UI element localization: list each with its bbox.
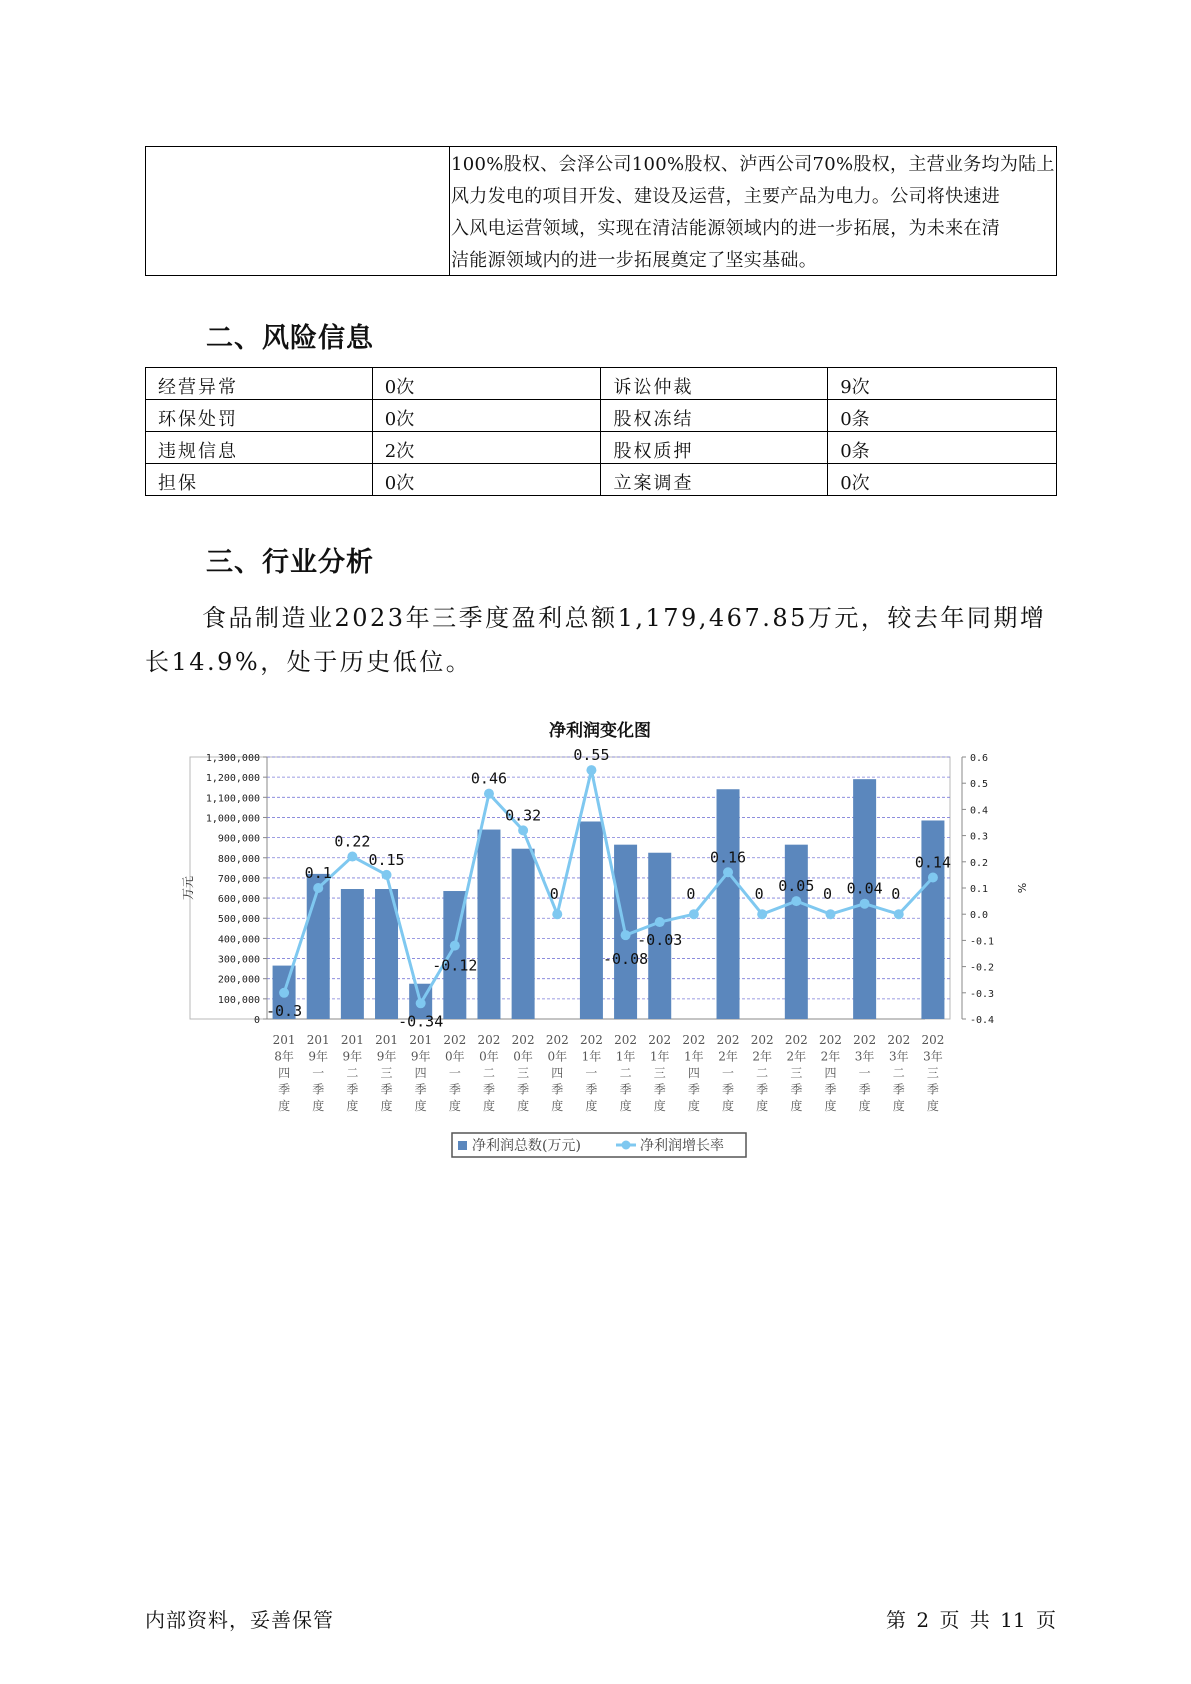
growth-point bbox=[450, 941, 460, 951]
bar bbox=[921, 820, 944, 1019]
growth-point bbox=[586, 765, 596, 775]
data-label: 0.32 bbox=[505, 806, 542, 825]
y-tick-label: 1,100,000 bbox=[205, 793, 260, 805]
y-tick-label: 400,000 bbox=[217, 934, 260, 946]
x-tick-label: 202 0年四季度 bbox=[545, 1033, 569, 1113]
risk-value: 0条 bbox=[828, 432, 1057, 464]
business-text-line: 洁能源领域内的进一步拓展奠定了坚实基础。 bbox=[451, 250, 817, 271]
bar bbox=[717, 789, 740, 1019]
risk-value: 0次 bbox=[372, 464, 601, 496]
footer-page-number: 第 2 页 共 11 页 bbox=[886, 1608, 1056, 1632]
legend-bar-label: 净利润总数(万元) bbox=[472, 1138, 581, 1154]
risk-label: 诉讼仲裁 bbox=[601, 368, 828, 400]
risk-label: 立案调查 bbox=[601, 464, 828, 496]
y-tick-label: 1,000,000 bbox=[205, 813, 260, 825]
bar bbox=[512, 849, 535, 1019]
legend-bar-swatch bbox=[458, 1141, 467, 1150]
data-label: 0.04 bbox=[846, 879, 883, 898]
data-label: 0.15 bbox=[368, 850, 405, 869]
growth-point bbox=[825, 909, 835, 919]
data-label: 0.1 bbox=[304, 864, 332, 882]
x-tick-label: 202 0年二季度 bbox=[477, 1033, 501, 1113]
business-text-line: 风力发电的项目开发、建设及运营，主要产品为电力。公司将快速进 bbox=[451, 186, 1000, 207]
y-tick-label: 300,000 bbox=[217, 954, 260, 966]
growth-point bbox=[860, 899, 870, 909]
business-text-line: 100%股权、会泽公司100%股权、泸西公司70%股权，主营业务均为陆上 bbox=[451, 154, 1055, 175]
growth-point bbox=[347, 852, 357, 862]
y-right-tick-label: 0.4 bbox=[970, 805, 989, 817]
y-tick-label: 100,000 bbox=[217, 994, 260, 1006]
x-tick-label: 202 2年二季度 bbox=[750, 1033, 774, 1113]
data-label: 0.46 bbox=[470, 769, 508, 788]
y-right-tick-label: 0.6 bbox=[970, 753, 989, 764]
bar bbox=[477, 830, 500, 1019]
x-tick-label: 201 8年四季度 bbox=[272, 1033, 296, 1113]
y-tick-label: 800,000 bbox=[217, 853, 260, 865]
x-tick-label: 202 2年三季度 bbox=[784, 1033, 808, 1113]
y-right-tick-label: -0.3 bbox=[970, 988, 995, 1000]
y-tick-label: 1,300,000 bbox=[205, 753, 260, 764]
data-label: 0.55 bbox=[573, 746, 610, 765]
bar bbox=[785, 845, 808, 1019]
growth-point bbox=[791, 896, 801, 906]
risk-value: 2次 bbox=[372, 432, 601, 464]
growth-point bbox=[894, 909, 904, 919]
y-tick-label: 500,000 bbox=[217, 914, 260, 926]
growth-point bbox=[313, 883, 323, 893]
bar bbox=[341, 889, 364, 1019]
y-tick-label: 200,000 bbox=[217, 974, 260, 986]
chart-title: 净利润变化图 bbox=[549, 721, 651, 741]
risk-heading: 二、风险信息 bbox=[206, 323, 374, 354]
legend-line-label: 净利润增长率 bbox=[640, 1138, 724, 1154]
risk-label: 经营异常 bbox=[146, 368, 373, 400]
risk-label: 股权质押 bbox=[601, 432, 828, 464]
x-tick-label: 201 9年一季度 bbox=[306, 1033, 330, 1113]
y-right-tick-label: -0.2 bbox=[970, 962, 995, 974]
data-label: 0.14 bbox=[914, 853, 951, 872]
x-tick-label: 201 9年二季度 bbox=[340, 1033, 364, 1113]
x-tick-label: 201 9年四季度 bbox=[409, 1033, 433, 1113]
y-tick-label: 600,000 bbox=[217, 894, 260, 906]
y-tick-label: 700,000 bbox=[217, 873, 260, 885]
data-label: -0.3 bbox=[266, 1001, 303, 1020]
y-axis-label: 万元 bbox=[181, 875, 195, 901]
x-tick-label: 202 2年一季度 bbox=[716, 1033, 740, 1113]
x-tick-label: 201 9年三季度 bbox=[375, 1033, 398, 1113]
x-tick-label: 202 0年三季度 bbox=[511, 1033, 535, 1113]
data-label: 0 bbox=[891, 885, 901, 904]
x-tick-label: 202 3年三季度 bbox=[921, 1033, 945, 1113]
growth-point bbox=[655, 917, 665, 927]
growth-point bbox=[279, 988, 289, 998]
footer-confidential: 内部资料，妥善保管 bbox=[145, 1608, 334, 1632]
y-right-tick-label: 0.5 bbox=[970, 779, 989, 791]
paragraph-line: 长14.9%，处于历史低位。 bbox=[145, 648, 473, 676]
x-tick-label: 202 1年一季度 bbox=[579, 1033, 603, 1113]
data-label: 0 bbox=[549, 885, 559, 904]
x-tick-label: 202 3年二季度 bbox=[887, 1033, 911, 1113]
risk-value: 9次 bbox=[828, 368, 1057, 400]
growth-point bbox=[757, 909, 767, 919]
y-right-axis-label: % bbox=[1015, 882, 1028, 894]
bar bbox=[580, 821, 603, 1019]
growth-point bbox=[518, 825, 528, 835]
y-right-tick-label: 0.0 bbox=[970, 910, 989, 922]
data-label: -0.03 bbox=[637, 931, 683, 950]
x-tick-label: 202 0年一季度 bbox=[443, 1033, 467, 1113]
x-tick-label: 202 1年二季度 bbox=[614, 1033, 638, 1113]
data-label: 0.22 bbox=[334, 832, 371, 851]
risk-value: 0次 bbox=[828, 464, 1057, 496]
data-label: 0.05 bbox=[778, 877, 815, 896]
y-right-tick-label: 0.1 bbox=[970, 884, 989, 895]
y-tick-label: 900,000 bbox=[217, 833, 260, 845]
industry-heading: 三、行业分析 bbox=[206, 547, 374, 578]
data-label: -0.34 bbox=[398, 1012, 444, 1031]
growth-point bbox=[621, 930, 631, 940]
risk-value: 0次 bbox=[372, 368, 601, 400]
growth-point bbox=[928, 873, 938, 883]
data-label: 0 bbox=[754, 885, 764, 904]
data-label: 0.16 bbox=[709, 848, 747, 867]
y-right-tick-label: 0.3 bbox=[970, 831, 989, 843]
legend-line-marker bbox=[622, 1141, 631, 1150]
data-label: 0 bbox=[822, 885, 832, 904]
risk-label: 股权冻结 bbox=[601, 400, 828, 432]
data-label: -0.08 bbox=[602, 950, 649, 969]
x-tick-label: 202 1年三季度 bbox=[648, 1033, 672, 1113]
y-tick-label: 1,200,000 bbox=[205, 773, 260, 785]
x-tick-label: 202 1年四季度 bbox=[682, 1033, 706, 1113]
growth-point bbox=[723, 867, 733, 877]
y-right-tick-label: 0.2 bbox=[970, 857, 989, 869]
growth-point bbox=[689, 909, 699, 919]
growth-point bbox=[552, 909, 562, 919]
growth-point bbox=[382, 870, 392, 880]
paragraph-line: 食品制造业2023年三季度盈利总额1,179,467.85万元，较去年同期增 bbox=[202, 604, 1047, 632]
growth-point bbox=[484, 789, 494, 799]
growth-point bbox=[416, 998, 426, 1008]
x-tick-label: 202 2年四季度 bbox=[819, 1033, 842, 1113]
y-tick-label: 0 bbox=[253, 1015, 260, 1026]
y-right-tick-label: -0.4 bbox=[970, 1015, 995, 1026]
x-tick-label: 202 3年一季度 bbox=[853, 1033, 877, 1113]
bar bbox=[307, 874, 330, 1019]
y-right-tick-label: -0.1 bbox=[970, 936, 995, 948]
risk-label: 环保处罚 bbox=[146, 400, 373, 432]
risk-label: 担保 bbox=[146, 464, 373, 496]
business-text-line: 入风电运营领域，实现在清洁能源领域内的进一步拓展，为未来在清 bbox=[451, 218, 1000, 239]
data-label: 0 bbox=[686, 885, 696, 904]
risk-value: 0条 bbox=[828, 400, 1057, 432]
data-label: -0.12 bbox=[432, 956, 478, 975]
chart-frame bbox=[190, 757, 950, 1019]
risk-value: 0次 bbox=[372, 400, 601, 432]
risk-label: 违规信息 bbox=[146, 432, 373, 464]
